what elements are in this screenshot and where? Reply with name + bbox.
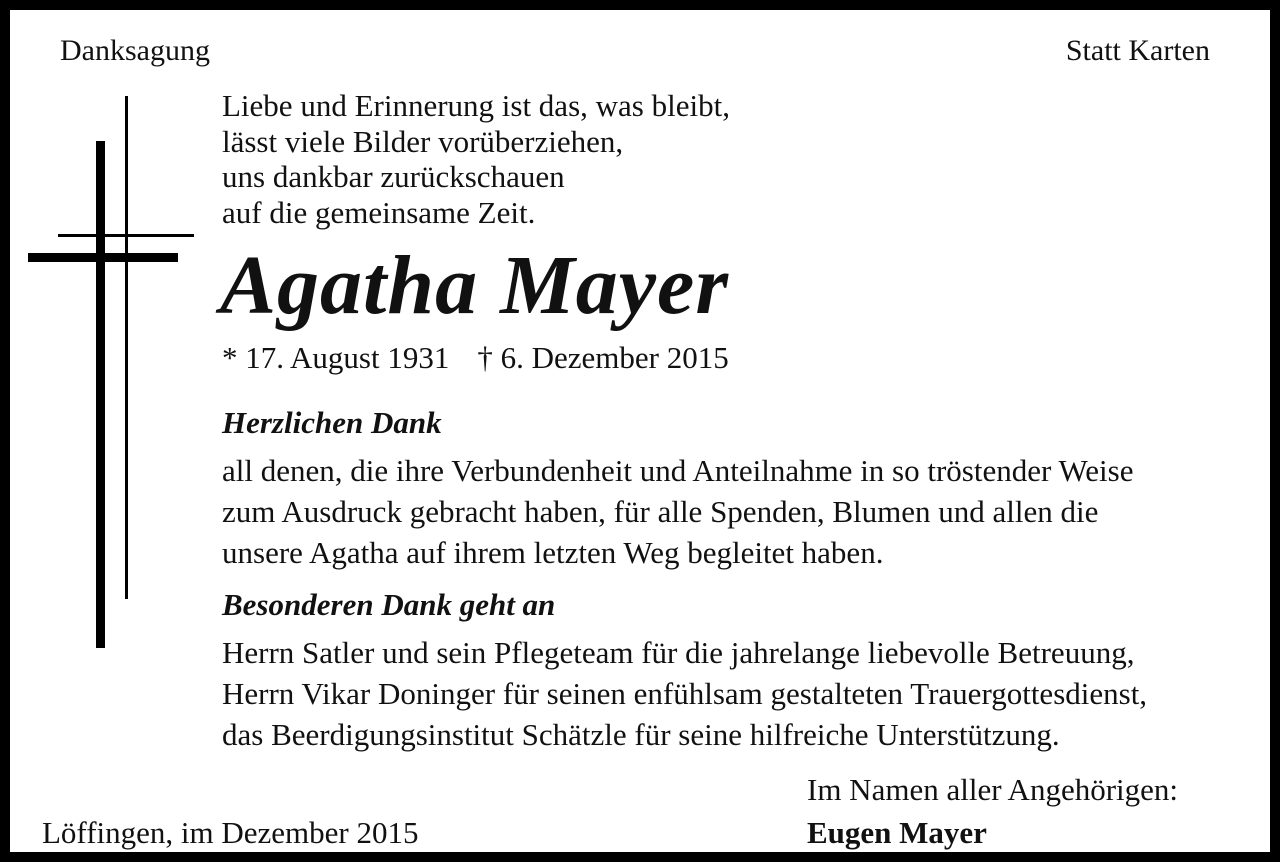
poem-line: Liebe und Erinnerung ist das, was bleibt, bbox=[222, 88, 730, 123]
poem-line: lässt viele Bilder vorüberziehen, bbox=[222, 123, 624, 159]
birth-date: * 17. August 1931 bbox=[222, 340, 450, 375]
life-dates bbox=[222, 340, 729, 376]
signature-name: Eugen Mayer bbox=[807, 815, 987, 850]
special-thanks-line: Herrn Satler und sein Pflegeteam für die jahrelange liebevolle Betreuung, bbox=[222, 635, 1135, 670]
signature-intro: Im Namen aller Angehörigen: bbox=[807, 772, 1179, 807]
special-thanks-line: das Beerdigungsinstitut Schätzle für seine hilfreiche Unterstützung. bbox=[222, 717, 1060, 752]
cross-thin-horizontal bbox=[58, 234, 194, 237]
special-thanks-text bbox=[222, 632, 1147, 755]
thanks-line: all denen, die ihre Verbundenheit und Anteilnahme in so tröstender Weise bbox=[222, 453, 1134, 488]
header-danksagung: Danksagung bbox=[60, 34, 210, 67]
thanks-heading: Herzlichen Dank bbox=[222, 405, 442, 440]
special-thanks-heading: Besonderen Dank geht an bbox=[222, 587, 556, 622]
thanks-text bbox=[222, 450, 1134, 573]
memorial-poem bbox=[222, 88, 730, 230]
poem-line: uns dankbar zurückschauen bbox=[222, 159, 565, 194]
death-date: † 6. Dezember 2015 bbox=[477, 340, 729, 375]
poem-line: auf die gemeinsame Zeit. bbox=[222, 194, 536, 230]
place-date: Löffingen, im Dezember 2015 bbox=[42, 815, 419, 850]
deceased-name: Agatha Mayer bbox=[220, 239, 730, 332]
thanks-line: zum Ausdruck gebracht haben, für alle Spenden, Blumen und allen die bbox=[222, 494, 1099, 529]
special-thanks-line: Herrn Vikar Doninger für seinen enfühlsam gestalteten Trauergottesdienst, bbox=[222, 676, 1148, 711]
cross-thick-horizontal bbox=[28, 253, 178, 262]
cross-thin-vertical bbox=[125, 96, 128, 599]
thanks-line: unsere Agatha auf ihrem letzten Weg begleitet haben. bbox=[222, 535, 884, 570]
header-statt-karten: Statt Karten bbox=[1065, 34, 1210, 67]
cross-thick-vertical bbox=[96, 141, 105, 648]
